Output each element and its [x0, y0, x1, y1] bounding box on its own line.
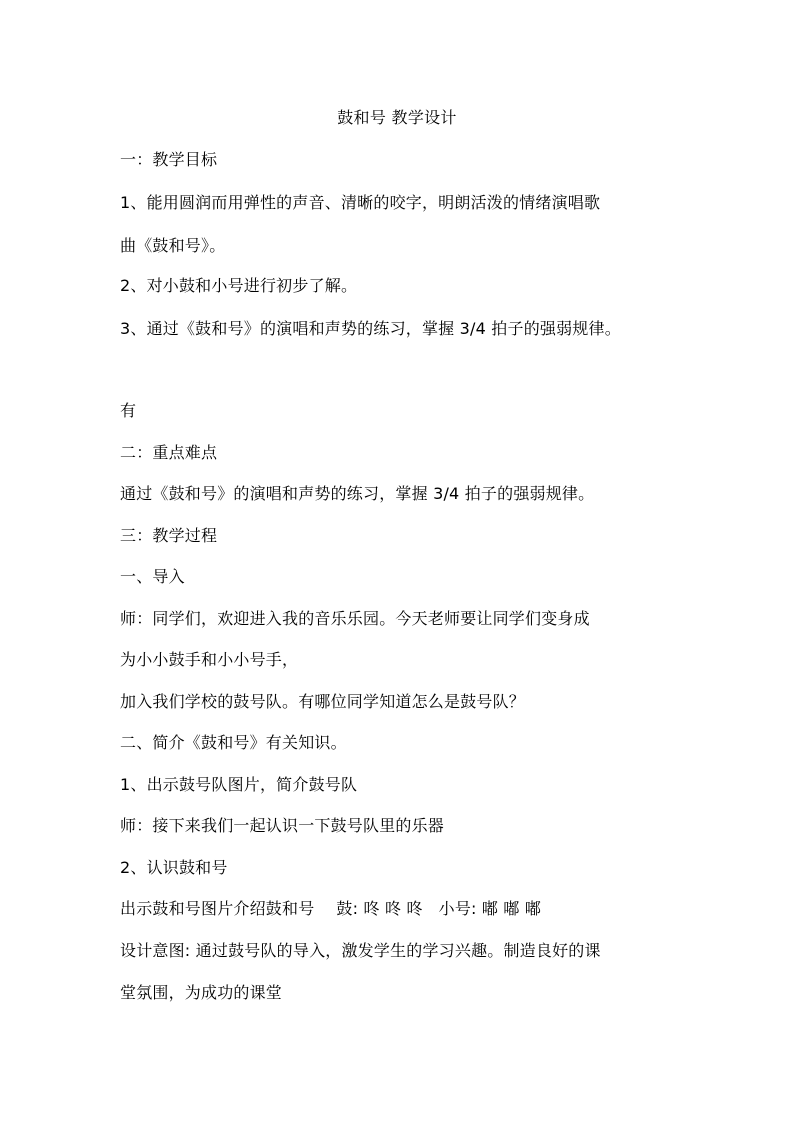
section-heading-key-points: 二：重点难点: [120, 443, 218, 462]
teacher-intro-line-2: 为小小鼓手和小小号手，: [120, 650, 299, 669]
teacher-intro-line-1: 师：同学们，欢迎进入我的音乐乐园。今天老师要让同学们变身成: [120, 609, 590, 628]
instrument-intro: 出示鼓和号图片介绍鼓和号: [120, 899, 315, 918]
subheading-introduction: 一、导入: [120, 567, 185, 586]
design-intent-line-2: 堂氛围，为成功的课堂: [120, 983, 283, 1002]
step-1: 1、出示鼓号队图片，简介鼓号队: [120, 775, 358, 794]
document-title: 鼓和号 教学设计: [337, 108, 457, 127]
objective-1-line-2: 曲《鼓和号》。: [120, 236, 226, 255]
objective-3: 3、通过《鼓和号》的演唱和声势的练习，掌握 3/4 拍子的强弱规律。: [120, 319, 621, 338]
stray-text: 有: [120, 401, 137, 420]
drum-sound: 鼓: 咚 咚 咚: [336, 899, 423, 918]
subheading-knowledge: 二、简介《鼓和号》有关知识。: [120, 733, 347, 752]
section-heading-process: 三：教学过程: [120, 526, 218, 545]
objective-2: 2、对小鼓和小号进行初步了解。: [120, 276, 358, 295]
teacher-instruments-line: 师：接下来我们一起认识一下鼓号队里的乐器: [120, 816, 445, 835]
design-intent-line-1: 设计意图: 通过鼓号队的导入，激发学生的学习兴趣。制造良好的课: [120, 941, 601, 960]
trumpet-sound: 小号: 嘟 嘟 嘟: [438, 899, 542, 918]
teacher-intro-line-3: 加入我们学校的鼓号队。有哪位同学知道怎么是鼓号队？: [120, 692, 526, 711]
key-point-text: 通过《鼓和号》的演唱和声势的练习，掌握 3/4 拍子的强弱规律。: [120, 484, 595, 503]
objective-1-line-1: 1、能用圆润而用弹性的声音、清晰的咬字，明朗活泼的情绪演唱歌: [120, 193, 601, 212]
step-2: 2、认识鼓和号: [120, 858, 228, 877]
instrument-line: [120, 899, 541, 919]
section-heading-objectives: 一：教学目标: [120, 150, 218, 169]
